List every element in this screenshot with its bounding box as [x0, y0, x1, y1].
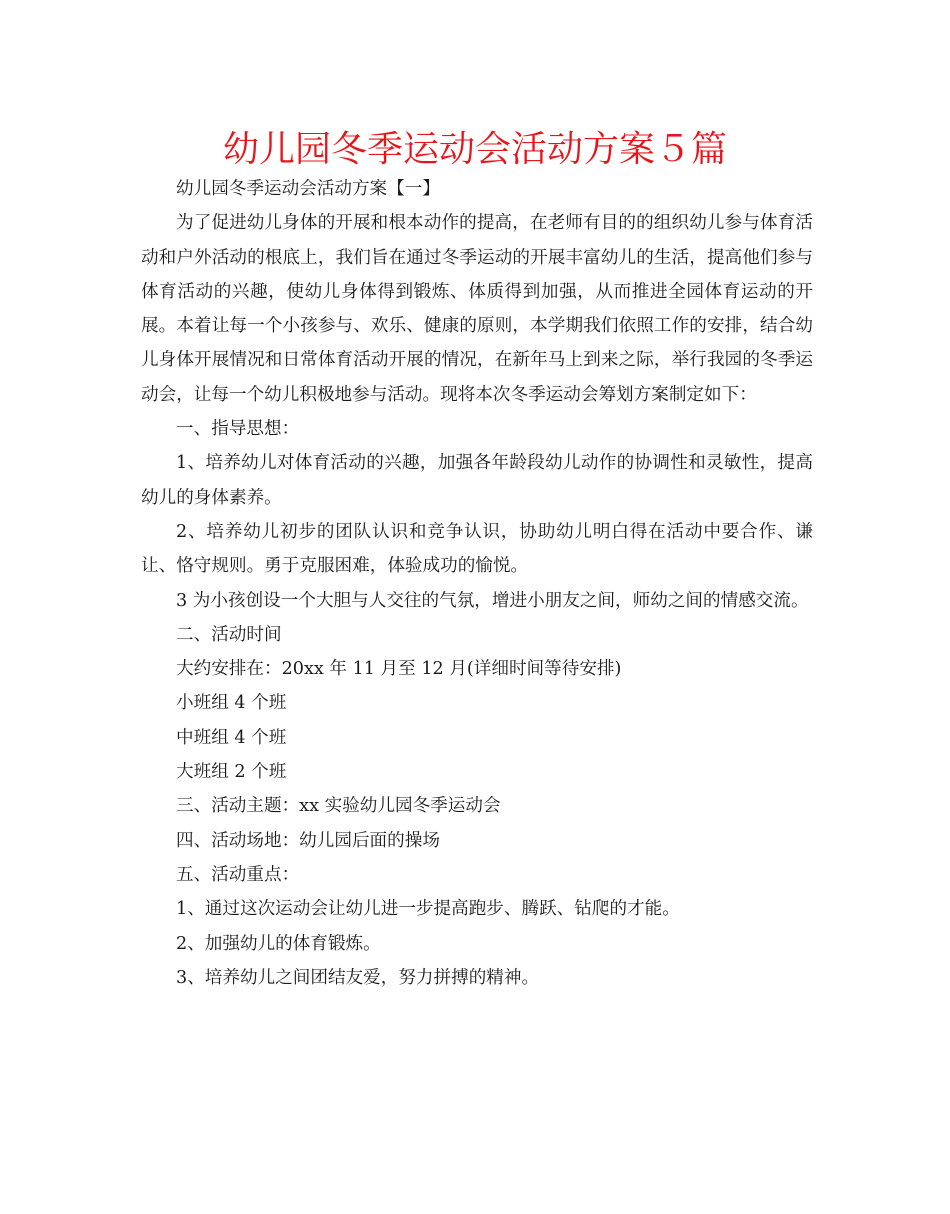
document-body [141, 172, 813, 995]
list-item: 1、培养幼儿对体育活动的兴趣，加强各年龄段幼儿动作的协调性和灵敏性，提高幼儿的身体素养。 [141, 453, 813, 508]
section-heading: 幼儿园冬季运动会活动方案【一】 [176, 179, 440, 199]
class-group-line: 大班组 2 个班 [176, 762, 287, 783]
class-group-line: 小班组 4 个班 [176, 693, 287, 714]
schedule-line: 大约安排在：20xx 年 11 月至 12 月(详细时间等待安排) [176, 659, 622, 680]
list-item: 2、加强幼儿的体育锻炼。 [176, 933, 381, 954]
heading-activity-venue: 四、活动场地：幼儿园后面的操场 [176, 830, 440, 851]
heading-activity-theme: 三、活动主题：xx 实验幼儿园冬季运动会 [176, 796, 501, 817]
list-item: 2、培养幼儿初步的团队认识和竞争认识，协助幼儿明白得在活动中要合作、谦让、恪守规则。勇于克服困难，体验成功的愉悦。 [141, 521, 813, 577]
heading-guiding-ideology: 一、指导思想： [176, 419, 300, 440]
list-item: 1、通过这次运动会让幼儿进一步提高跑步、腾跃、钻爬的才能。 [176, 899, 680, 920]
document-title: 幼儿园冬季运动会活动方案５篇 [222, 129, 727, 170]
paragraph-intro: 为了促进幼儿身体的开展和根本动作的提高，在老师有目的的组织幼儿参与体育活动和户外活动的根底上，我们旨在通过冬季运动的开展丰富幼儿的生活，提高他们参与体育活动的兴趣，使幼儿身体得到锻炼、体质得到加强，从而推进全园体育运动的开展。本着让每一个小孩参与、欢乐、健康的原则，本学期我们依照工作的安排，结合幼儿身体开展情况和日常体育活动开展的情况，在新年马上到来之际，举行我园的冬季运动会，让每一个幼儿积极地参与活动。现将本次冬季运动会筹划方案制定如下： [141, 213, 813, 405]
class-group-line: 中班组 4 个班 [176, 727, 287, 748]
heading-activity-time: 二、活动时间 [176, 624, 282, 645]
heading-activity-focus: 五、活动重点： [176, 864, 300, 885]
list-item: 3 为小孩创设一个大胆与人交往的气氛，增进小朋友之间，师幼之间的情感交流。 [176, 590, 809, 611]
list-item: 3、培养幼儿之间团结友爱，努力拼搏的精神。 [176, 967, 540, 988]
